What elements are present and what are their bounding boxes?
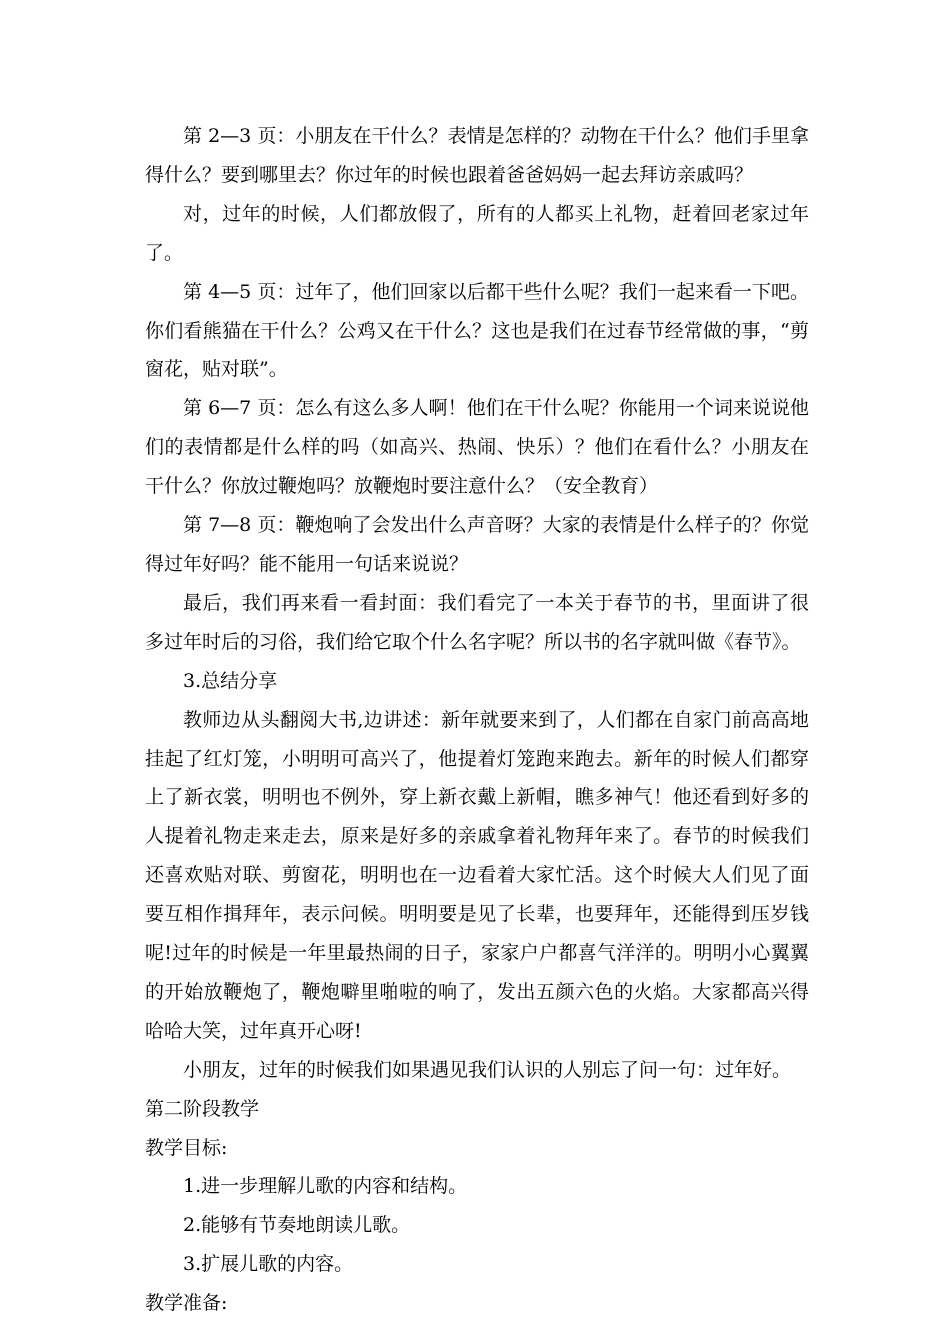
objective-item: 3.扩展儿歌的内容。 xyxy=(183,1253,354,1276)
paragraph-closing: 小朋友，过年的时候我们如果遇见我们认识的人别忘了问一句：过年好。 xyxy=(183,1058,792,1081)
objective-item: 1.进一步理解儿歌的内容和结构。 xyxy=(183,1175,468,1198)
document-body xyxy=(145,117,809,1323)
paragraph-cover: 最后，我们再来看一看封面：我们看完了一本关于春节的书，里面讲了很多过年时后的习俗，我们给它取个什么名字呢？所以书的名字就叫做《春节》。 xyxy=(145,591,809,653)
section-heading: 第二阶段教学 xyxy=(145,1097,260,1120)
paragraph-pages-4-5: 第 4—5 页：过年了，他们回家以后都干些什么呢？我们一起来看一下吧。你们看熊猫在干什么？公鸡又在干什么？这也是我们在过春节经常做的事，“剪窗花，贴对联”。 xyxy=(145,280,809,381)
paragraph-holiday-travel: 对，过年的时候，人们都放假了，所有的人都买上礼物，赶着回老家过年了。 xyxy=(145,202,809,264)
paragraph-story-narration: 教师边从头翻阅大书,边讲述：新年就要来到了，人们都在自家门前高高地挂起了红灯笼，小明明可高兴了，他提着灯笼跑来跑去。新年的时候人们都穿上了新衣裳，明明也不例外，穿上新衣戴上新帽，瞧多神气！他还看到好多的人提着礼物走来走去，原来是好多的亲戚拿着礼物拜年来了。春节的时候我们还喜欢贴对联、剪窗花，明明也在一边看着大家忙活。这个时候大人们见了面要互相作揖拜年，表示问候。明明要是见了长辈，也要拜年，还能得到压岁钱呢!过年的时候是一年里最热闹的日子，家家户户都喜气洋洋的。明明小心翼翼的开始放鞭炮了，鞭炮噼里啪啦的响了，发出五颜六色的火焰。大家都高兴得哈哈大笑，过年真开心呀! xyxy=(145,708,809,1042)
paragraph-pages-2-3: 第 2—3 页：小朋友在干什么？表情是怎样的？动物在干什么？他们手里拿得什么？要到哪里去？你过年的时候也跟着爸爸妈妈一起去拜访亲戚吗？ xyxy=(145,125,809,186)
objective-item: 2.能够有节奏地朗读儿歌。 xyxy=(183,1214,411,1237)
preparation-label: 教学准备: xyxy=(145,1292,228,1315)
objectives-label: 教学目标: xyxy=(145,1136,228,1159)
paragraph-pages-7-8: 第 7—8 页：鞭炮响了会发出什么声音呀？大家的表情是什么样子的？你觉得过年好吗？能不能用一句话来说说？ xyxy=(145,514,809,575)
paragraph-summary-heading: 3.总结分享 xyxy=(183,669,278,692)
paragraph-pages-6-7: 第 6—7 页：怎么有这么多人啊！他们在干什么呢？你能用一个词来说说他们的表情都是什么样的吗（如高兴、热闹、快乐）？他们在看什么？小朋友在干什么？你放过鞭炮吗？放鞭炮时要注意什么？（安全教育） xyxy=(145,397,809,498)
